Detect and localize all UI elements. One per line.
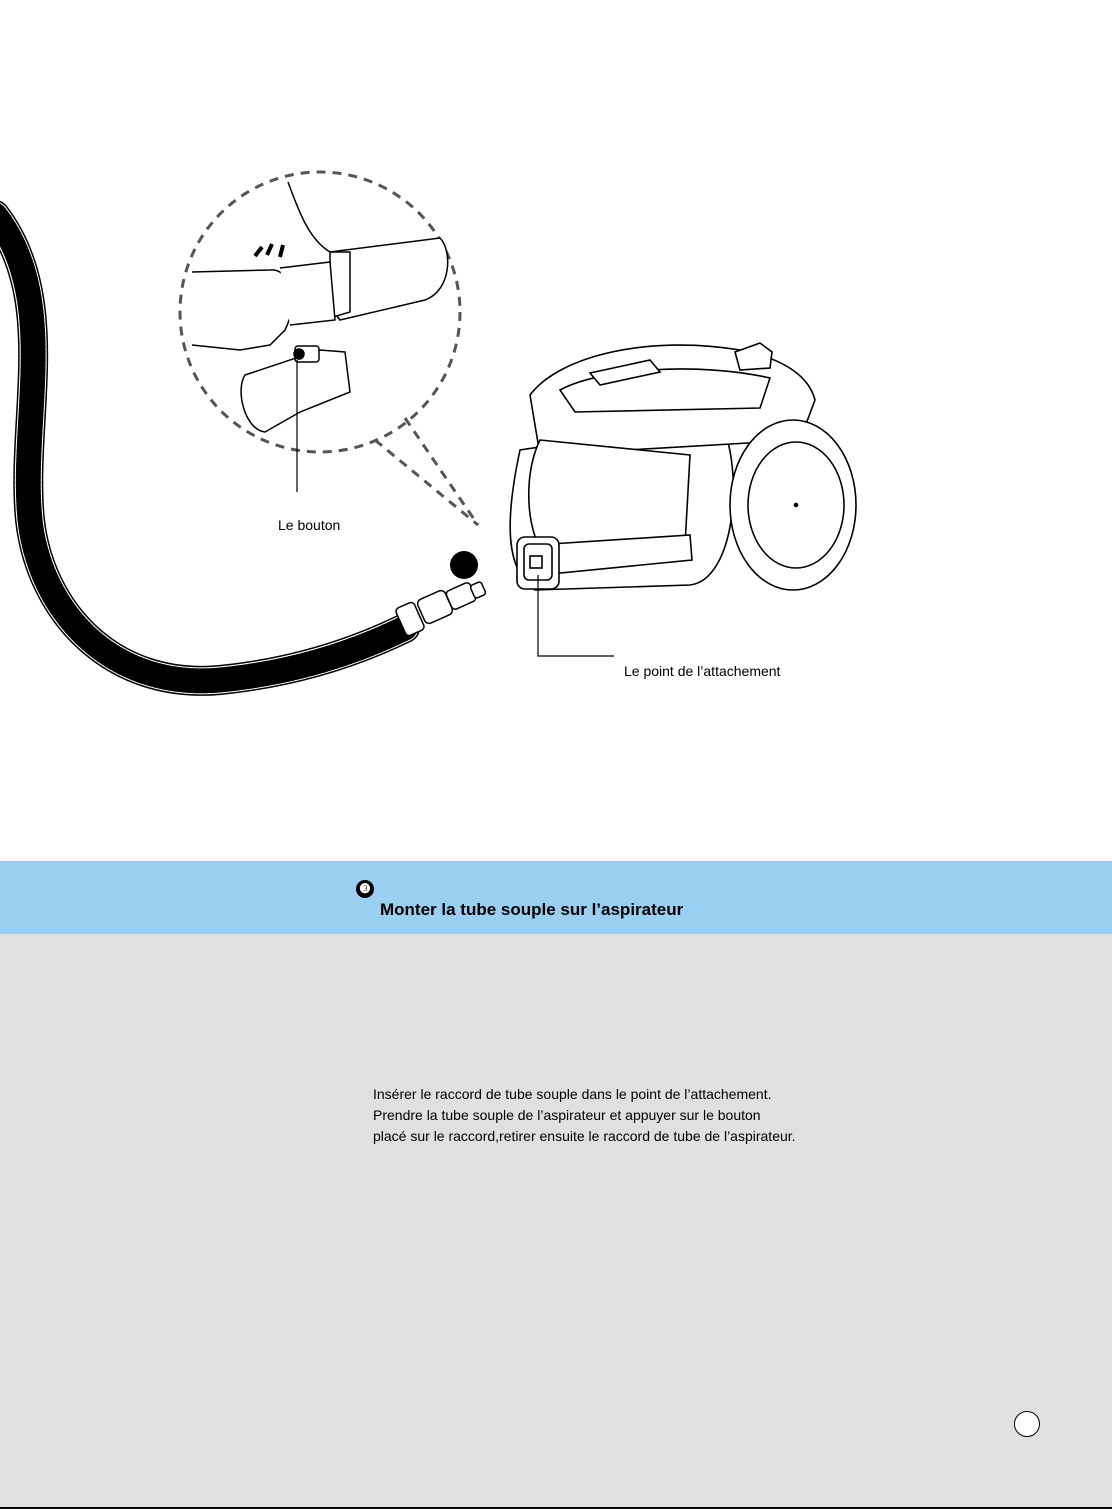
instruction-line: placé sur le raccord,retirer ensuite le raccord de tube de l’aspirateur. bbox=[373, 1128, 796, 1144]
instruction-list bbox=[373, 1084, 796, 1147]
attachment-point-callout-label: Le point de l’attachement bbox=[624, 663, 781, 679]
instruction-line: Insérer le raccord de tube souple dans le point de l’attachement. bbox=[373, 1086, 772, 1102]
step-marker-dot bbox=[450, 551, 478, 579]
instruction-line: Prendre la tube souple de l’aspirateur et appuyer sur le bouton bbox=[373, 1107, 761, 1123]
page-number-badge bbox=[1014, 1411, 1040, 1437]
hose-connector bbox=[395, 581, 487, 637]
magnified-hand-and-button bbox=[192, 182, 448, 432]
section-title-band bbox=[0, 861, 1112, 934]
button-callout-label: Le bouton bbox=[278, 517, 341, 533]
canister-vacuum bbox=[510, 343, 856, 590]
instructions-panel bbox=[0, 934, 1112, 1507]
step-number-badge: ❸ bbox=[356, 880, 374, 898]
section-title: Monter la tube souple sur l’aspirateur bbox=[380, 900, 684, 919]
